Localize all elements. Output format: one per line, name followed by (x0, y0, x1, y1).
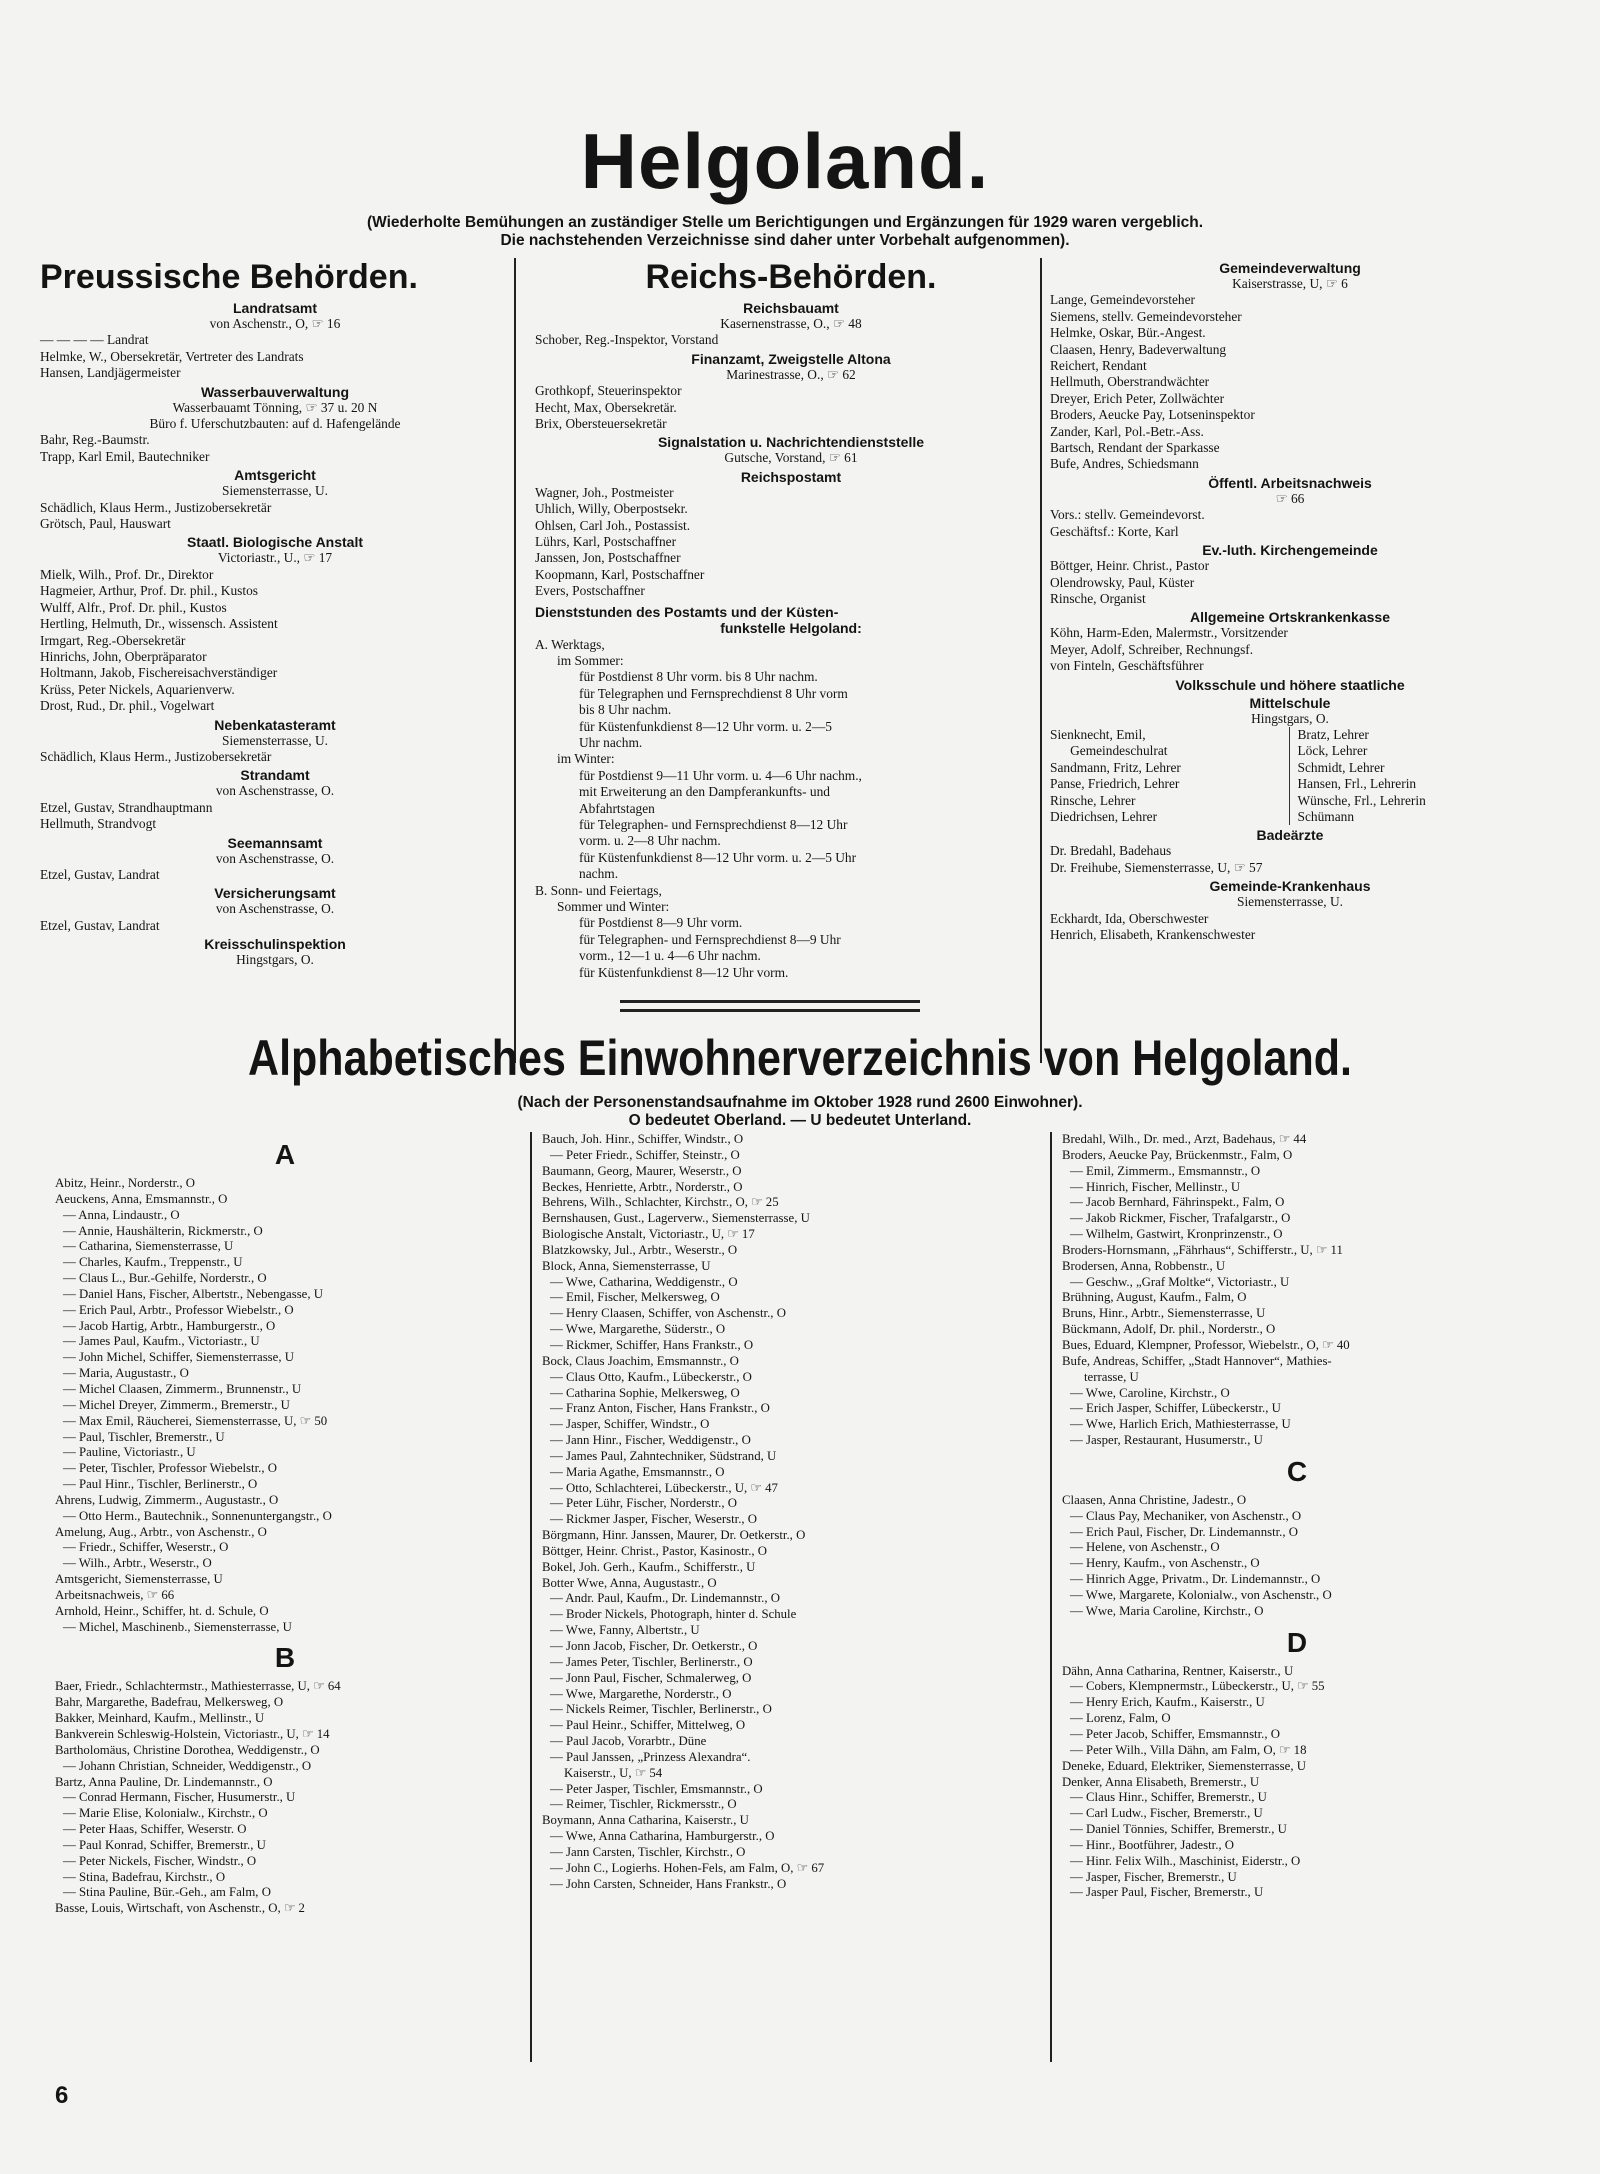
office-heading: Öffentl. Arbeitsnachweis (1208, 474, 1372, 491)
entry-line: Hertling, Helmuth, Dr., wissensch. Assistent (40, 616, 278, 632)
staff-entry: Gemeindeschulrat (1050, 743, 1168, 759)
resident-subentry: — Conrad Hermann, Fischer, Husumerstr., U (63, 1790, 296, 1805)
resident-subentry: — Emil, Fischer, Melkersweg, O (550, 1290, 720, 1305)
entry-line: mit Erweiterung an den Dampferankunfts- und (579, 784, 830, 800)
entry-line: Etzel, Gustav, Strandhauptmann (40, 799, 213, 815)
entry-line: Hellmuth, Strandvogt (40, 816, 157, 832)
resident-subentry: — Broder Nickels, Photograph, hinter d. Schule (550, 1607, 797, 1622)
entry-line: Bahr, Reg.-Baumstr. (40, 432, 150, 448)
entry-line: Siemens, stellv. Gemeindevorsteher (1050, 308, 1242, 324)
entry-line: für Küstenfunkdienst 8—12 Uhr vorm. (579, 964, 789, 980)
resident-entry: Arbeitsnachweis, ☞ 66 (55, 1587, 175, 1602)
register-subtitle-line-1: (Nach der Personenstandsaufnahme im Oktober 1928 rund 2600 Einwohner). (517, 1094, 1083, 1111)
office-heading: Reichsbauamt (743, 300, 839, 316)
resident-entry: Bruns, Hinr., Arbtr., Siemensterrasse, U (1062, 1306, 1266, 1321)
entry-line: Broders, Aeucke Pay, Lotseninspektor (1050, 407, 1255, 423)
entry-line: Schädlich, Klaus Herm., Justizobersekretär (40, 499, 272, 515)
office-heading: Gemeindeverwaltung (1219, 260, 1361, 276)
column-divider (1040, 258, 1042, 1063)
office-address: ☞ 66 (1275, 490, 1305, 506)
entry-line: Böttger, Heinr. Christ., Pastor (1050, 558, 1210, 574)
entry-line: Drost, Rud., Dr. phil., Vogelwart (40, 698, 215, 714)
entry-line: für Telegraphen- und Fernsprechdienst 8—9 Uhr (579, 931, 841, 947)
resident-entry: Abitz, Heinr., Norderstr., O (55, 1176, 196, 1190)
entry-line: Helmke, Oskar, Bür.-Angest. (1050, 325, 1206, 341)
resident-subentry: — Wwe, Margarethe, Norderstr., O (550, 1686, 732, 1701)
office-address: Hingstgars, O. (1251, 710, 1329, 726)
resident-subentry: — Erich Jasper, Schiffer, Lübeckerstr., U (1070, 1401, 1281, 1416)
resident-entry: Block, Anna, Siemensterrasse, U (542, 1258, 711, 1273)
entry-line: Wulff, Alfr., Prof. Dr. phil., Kustos (40, 599, 227, 615)
resident-subentry: — James Peter, Tischler, Berlinerstr., O (550, 1654, 753, 1669)
register-subtitle (0, 1094, 1600, 1130)
resident-subentry: — Charles, Kaufm., Treppenstr., U (63, 1255, 243, 1270)
entry-line: Rinsche, Organist (1050, 590, 1146, 606)
resident-subentry: — Michel Claasen, Zimmerm., Brunnenstr., U (63, 1381, 302, 1396)
office-address: Gutsche, Vorstand, ☞ 61 (724, 450, 858, 466)
note-line-2: Die nachstehenden Verzeichnisse sind daher unter Vorbehalt aufgenommen). (500, 232, 1070, 249)
office-heading: Nebenkatasteramt (214, 716, 336, 733)
resident-entry: Claasen, Anna Christine, Jadestr., O (1062, 1492, 1247, 1507)
resident-subentry: — Daniel Hans, Fischer, Albertstr., Nebengasse, U (63, 1286, 323, 1301)
prussian-authorities-heading: Preussische Behörden. (40, 258, 418, 296)
resident-subentry: — Henry Claasen, Schiffer, von Aschenstr., O (550, 1306, 786, 1321)
resident-subentry: — Wwe, Fanny, Albertstr., U (550, 1623, 700, 1638)
entry-line: Etzel, Gustav, Landrat (40, 917, 160, 933)
entry-line: Olendrowsky, Paul, Küster (1050, 574, 1195, 590)
entry-line: nachm. (579, 866, 619, 882)
resident-subentry: — Erich Paul, Arbtr., Professor Wiebelstr., O (63, 1302, 294, 1317)
resident-subentry: — Hinrich, Fischer, Mellinstr., U (1070, 1179, 1241, 1194)
entry-line: Janssen, Jon, Postschaffner (535, 550, 681, 566)
entry-line: für Postdienst 9—11 Uhr vorm. u. 4—6 Uhr nachm., (579, 767, 862, 783)
entry-line: von Finteln, Geschäftsführer (1050, 658, 1204, 674)
office-address: Siemensterrasse, U. (1237, 894, 1343, 910)
resident-subentry: — Wwe, Catharina, Weddigenstr., O (550, 1274, 738, 1289)
staff-entry: Sandmann, Fritz, Lehrer (1050, 759, 1181, 775)
entry-line: Lührs, Karl, Postschaffner (535, 534, 677, 550)
entry-line: Henrich, Elisabeth, Krankenschwester (1050, 927, 1256, 942)
resident-subentry: — Andr. Paul, Kaufm., Dr. Lindemannstr., O (550, 1591, 780, 1606)
entry-line: Etzel, Gustav, Landrat (40, 866, 160, 882)
office-address: Hingstgars, O. (236, 952, 314, 968)
column-divider (514, 258, 516, 1063)
resident-subentry: — Pauline, Victoriastr., U (63, 1445, 196, 1460)
resident-entry: Basse, Louis, Wirtschaft, von Aschenstr., O, ☞ 2 (55, 1901, 305, 1916)
resident-subentry: — Hinr. Felix Wilh., Maschinist, Eiderstr., O (1070, 1853, 1301, 1868)
office-address: Kasernenstrasse, O., ☞ 48 (720, 316, 862, 331)
entry-line: Trapp, Karl Emil, Bautechniker (40, 448, 210, 464)
staff-entry: Schümann (1297, 808, 1355, 824)
entry-line: Hecht, Max, Obersekretär. (535, 399, 677, 415)
resident-subentry: — Carl Ludw., Fischer, Bremerstr., U (1070, 1806, 1263, 1821)
resident-entry: Amelung, Aug., Arbtr., von Aschenstr., O (55, 1524, 267, 1539)
resident-subentry: — Geschw., „Graf Moltke“, Victoriastr., U (1070, 1274, 1290, 1289)
resident-subentry: — Otto Herm., Bautechnik., Sonnenuntergangstr., O (63, 1508, 332, 1523)
resident-subentry: — Paul Heinr., Schiffer, Mittelweg, O (550, 1718, 746, 1733)
office-address: Kaiserstrasse, U, ☞ 6 (1232, 276, 1348, 291)
resident-subentry: — Wwe, Anna Catharina, Hamburgerstr., O (550, 1829, 775, 1844)
resident-subentry: — Wwe, Margarethe, Süderstr., O (550, 1322, 726, 1337)
resident-subentry: — Jasper, Fischer, Bremerstr., U (1070, 1869, 1237, 1884)
resident-subentry: — Jasper, Restaurant, Husumerstr., U (1070, 1433, 1263, 1448)
entry-line: B. Sonn- und Feiertags, (535, 882, 662, 898)
office-heading: Kreisschulinspektion (204, 936, 346, 953)
resident-subentry: — Claus Pay, Mechaniker, von Aschenstr., O (1070, 1508, 1302, 1523)
office-address: von Aschenstrasse, O. (215, 901, 335, 917)
page-title: Helgoland. (580, 117, 990, 205)
resident-subentry: — Wwe, Margarete, Kolonialw., von Aschenstr., O (1070, 1587, 1332, 1602)
resident-entry: Bredahl, Wilh., Dr. med., Arzt, Badehaus, ☞ 44 (1062, 1132, 1307, 1146)
resident-entry: Denker, Anna Elisabeth, Bremerstr., U (1062, 1774, 1260, 1789)
resident-subentry: — Hinrich Agge, Privatm., Dr. Lindemannstr., O (1070, 1572, 1321, 1587)
resident-entry-continuation: terrasse, U (1084, 1369, 1139, 1384)
staff-entry: Panse, Friedrich, Lehrer (1050, 776, 1180, 792)
entry-line: Abfahrtstagen (579, 800, 655, 816)
resident-subentry: — Peter Wilh., Villa Dähn, am Falm, O, ☞ 18 (1070, 1742, 1307, 1757)
entry-line: Hinrichs, John, Oberpräparator (40, 648, 207, 664)
resident-entry: Biologische Anstalt, Victoriastr., U, ☞ 17 (542, 1227, 755, 1242)
office-heading: Allgemeine Ortskrankenkasse (1190, 609, 1390, 626)
entry-line: A. Werktags, (535, 636, 605, 652)
resident-subentry: — Otto, Schlachterei, Lübeckerstr., U, ☞ 47 (550, 1480, 778, 1495)
authorities-section (40, 258, 1530, 1068)
office-heading: Seemannsamt (227, 834, 323, 851)
letter-heading: B (274, 1642, 296, 1674)
resident-subentry: — Peter Jasper, Tischler, Emsmannstr., O (550, 1781, 763, 1796)
note-line-1: (Wiederholte Bemühungen an zuständiger Stelle um Berichtigungen und Ergänzungen für 1929 waren vergeblich. (366, 214, 1204, 231)
entry-line: Dreyer, Erich Peter, Zollwächter (1050, 390, 1225, 406)
office-address: von Aschenstrasse, O. (215, 850, 335, 866)
prussian-authorities-column (40, 258, 510, 969)
entry-line: Helmke, W., Obersekretär, Vertreter des Landrats (40, 348, 304, 364)
entry-line: für Postdienst 8 Uhr vorm. bis 8 Uhr nachm. (579, 669, 818, 685)
resident-entry: Bernshausen, Gust., Lagerverw., Siemensterrasse, U (542, 1211, 810, 1226)
resident-subentry: — Paul Jacob, Vorarbtr., Düne (550, 1734, 707, 1749)
resident-subentry: — Nickels Reimer, Tischler, Berlinerstr., O (550, 1702, 772, 1717)
resident-subentry: — Jasper Paul, Fischer, Bremerstr., U (1070, 1885, 1264, 1900)
staff-entry: Hansen, Frl., Lehrerin (1297, 776, 1417, 792)
entry-line: Hansen, Landjägermeister (40, 365, 181, 381)
entry-line: für Küstenfunkdienst 8—12 Uhr vorm. u. 2—5 (579, 718, 832, 734)
resident-subentry: — Paul Konrad, Schiffer, Bremerstr., U (63, 1837, 266, 1852)
resident-subentry: — Wilh., Arbtr., Weserstr., O (63, 1556, 212, 1571)
entry-line: Krüss, Peter Nickels, Aquarienverw. (40, 681, 235, 697)
entry-line: Eckhardt, Ida, Oberschwester (1050, 910, 1209, 926)
staff-entry: Bratz, Lehrer (1297, 726, 1369, 742)
resident-entry: Bankverein Schleswig-Holstein, Victoriastr., U, ☞ 14 (55, 1727, 330, 1741)
resident-entry: Bartz, Anna Pauline, Dr. Lindemannstr., O (55, 1774, 273, 1789)
resident-entry: Blatzkowsky, Jul., Arbtr., Weserstr., O (542, 1242, 738, 1257)
resident-subentry: — John Michel, Schiffer, Siemensterrasse, U (63, 1350, 294, 1365)
resident-subentry: — James Paul, Zahntechniker, Südstrand, U (550, 1448, 777, 1463)
resident-entry: Baer, Friedr., Schlachtermstr., Mathiesterrasse, U, ☞ 64 (55, 1679, 341, 1694)
office-heading: Signalstation u. Nachrichtendienststelle (657, 434, 925, 451)
resident-subentry: — Anna, Lindaustr., O (63, 1207, 180, 1222)
resident-subentry: — Max Emil, Räucherei, Siemensterrasse, U, ☞ 50 (63, 1413, 328, 1428)
resident-subentry: — Paul Hinr., Tischler, Berlinerstr., O (63, 1477, 258, 1492)
resident-entry: Böttger, Heinr. Christ., Pastor, Kasinostr., O (542, 1543, 768, 1558)
resident-subentry: — Stina Pauline, Bür.-Geh., am Falm, O (63, 1885, 271, 1900)
resident-entry-continuation: Kaiserstr., U, ☞ 54 (564, 1765, 663, 1780)
resident-subentry: — Peter Jacob, Schiffer, Emsmannstr., O (1070, 1727, 1281, 1741)
resident-subentry: — Michel, Maschinenb., Siemensterrasse, U (63, 1619, 292, 1634)
resident-subentry: — Peter Haas, Schiffer, Weserstr. O (63, 1822, 247, 1837)
register-title: Alphabetisches Einwohnerverzeichnis von Helgoland. (248, 1030, 1352, 1086)
resident-subentry: — Peter Nickels, Fischer, Windstr., O (63, 1853, 257, 1868)
office-heading: Badeärzte (1256, 827, 1324, 844)
office-heading: Staatl. Biologische Anstalt (186, 534, 364, 551)
resident-entry: Broders-Hornsmann, „Fährhaus“, Schifferstr., U, ☞ 11 (1062, 1242, 1343, 1257)
resident-subentry: — James Paul, Kaufm., Victoriastr., U (63, 1334, 260, 1349)
entry-line: bis 8 Uhr nachm. (579, 702, 672, 718)
resident-entry: Bokel, Joh. Gerh., Kaufm., Schifferstr., U (542, 1559, 756, 1574)
entry-line: Wagner, Joh., Postmeister (535, 484, 674, 500)
resident-entry: Broders, Aeucke Pay, Brückenmstr., Falm, O (1062, 1147, 1293, 1162)
entry-line: Holtmann, Jakob, Fischereisachverständiger (40, 665, 278, 681)
school-staff-list (1050, 727, 1530, 825)
resident-subentry: — Rickmer Jasper, Fischer, Weserstr., O (550, 1512, 758, 1527)
resident-subentry: — Daniel Tönnies, Schiffer, Bremerstr., U (1070, 1822, 1287, 1837)
letter-heading: A (274, 1139, 296, 1170)
resident-subentry: — Jann Hinr., Fischer, Weddigenstr., O (550, 1433, 751, 1448)
resident-subentry: — Helene, von Aschenstr., O (1070, 1540, 1220, 1555)
entry-line: für Postdienst 8—9 Uhr vorm. (579, 915, 743, 931)
office-heading: Wasserbauverwaltung (200, 383, 350, 400)
resident-subentry: — Catharina, Siemensterrasse, U (63, 1239, 234, 1254)
resident-subentry: — Hinr., Bootführer, Jadestr., O (1070, 1837, 1235, 1852)
resident-subentry: — Henry Erich, Kaufm., Kaiserstr., U (1070, 1695, 1265, 1710)
resident-subentry: — Lorenz, Falm, O (1070, 1711, 1171, 1726)
resident-entry: Bakker, Meinhard, Kaufm., Mellinstr., U (55, 1711, 265, 1726)
office-address: Siemensterrasse, U. (222, 732, 328, 748)
resident-subentry: — Jacob Hartig, Arbtr., Hamburgerstr., O (63, 1318, 276, 1333)
staff-entry: Diedrichsen, Lehrer (1050, 808, 1158, 824)
staff-entry: Löck, Lehrer (1297, 743, 1368, 759)
resident-entry: Amtsgericht, Siemensterrasse, U (55, 1572, 223, 1587)
resident-entry: Brühning, August, Kaufm., Falm, O (1062, 1290, 1247, 1305)
resident-subentry: — Cobers, Klempnermstr., Lübeckerstr., U, ☞ 55 (1070, 1679, 1325, 1694)
resident-subentry: — Paul Janssen, „Prinzess Alexandra“. (550, 1749, 751, 1764)
resident-subentry: — John Carsten, Schneider, Hans Frankstr., O (550, 1876, 787, 1891)
entry-line: für Telegraphen- und Fernsprechdienst 8—12 Uhr (579, 816, 848, 832)
entry-line: Dr. Bredahl, Badehaus (1050, 843, 1172, 859)
resident-subentry: — Peter Friedr., Schiffer, Steinstr., O (550, 1147, 740, 1162)
register-column-3 (1050, 1132, 1532, 2062)
entry-line: Köhn, Harm-Eden, Malermstr., Vorsitzender (1050, 625, 1288, 641)
resident-subentry: — Peter, Tischler, Professor Wiebelstr., O (63, 1461, 277, 1476)
entry-line: vorm. u. 2—8 Uhr nachm. (579, 833, 721, 849)
resident-entry: Arnhold, Heinr., Schiffer, ht. d. Schule, O (55, 1603, 269, 1618)
office-heading: Landratsamt (232, 300, 318, 316)
entry-line: Brix, Obersteuersekretär (535, 416, 667, 432)
entry-line: Zander, Karl, Pol.-Betr.-Ass. (1050, 423, 1204, 439)
staff-entry: Rinsche, Lehrer (1050, 792, 1136, 808)
hours-heading: Dienststunden des Postamts und der Küsten- (535, 603, 839, 620)
resident-entry: Aeuckens, Anna, Emsmannstr., O (55, 1191, 228, 1206)
resident-entry: Botter Wwe, Anna, Augustastr., O (542, 1575, 717, 1590)
resident-entry: Bahr, Margarethe, Badefrau, Melkersweg, O (55, 1695, 284, 1710)
resident-entry: Behrens, Wilh., Schlachter, Kirchstr., O, ☞ 25 (542, 1195, 779, 1210)
resident-subentry: — Jacob Bernhard, Fährinspekt., Falm, O (1070, 1195, 1285, 1210)
page-number: 6 (55, 2082, 69, 2109)
resident-entry: Bauch, Joh. Hinr., Schiffer, Windstr., O (542, 1132, 744, 1146)
entry-line: Bartsch, Rendant der Sparkasse (1050, 440, 1220, 456)
entry-line: Grothkopf, Steuerinspektor (535, 383, 682, 399)
resident-subentry: — Maria Agathe, Emsmannstr., O (550, 1464, 725, 1479)
resident-subentry: — Claus Otto, Kaufm., Lübeckerstr., O (550, 1369, 752, 1384)
reich-authorities-heading: Reichs-Behörden. (645, 258, 937, 296)
resident-entry: Dähn, Anna Catharina, Rentner, Kaiserstr., U (1062, 1663, 1294, 1678)
entry-line: Vors.: stellv. Gemeindevorst. (1050, 507, 1205, 523)
entry-line: Reichert, Rendant (1050, 358, 1147, 374)
entry-line: Lange, Gemeindevorsteher (1050, 292, 1196, 308)
resident-entry: Bufe, Andreas, Schiffer, „Stadt Hannover“, Mathies- (1062, 1353, 1332, 1368)
entry-line: Meyer, Adolf, Schreiber, Rechnungsf. (1050, 641, 1254, 657)
staff-entry: Sienknecht, Emil, (1050, 726, 1146, 742)
resident-subentry: — Annie, Haushälterin, Rickmerstr., O (63, 1223, 263, 1238)
resident-entry: Deneke, Eduard, Elektriker, Siemensterrasse, U (1062, 1758, 1306, 1773)
resident-subentry: — Emil, Zimmerm., Emsmannstr., O (1070, 1163, 1261, 1178)
entry-line: Evers, Postschaffner (535, 583, 645, 599)
resident-subentry: — Jonn Paul, Fischer, Schmalerweg, O (550, 1670, 752, 1685)
resident-entry: Bues, Eduard, Klempner, Professor, Wiebelstr., O, ☞ 40 (1062, 1337, 1350, 1352)
entry-line: Hagmeier, Arthur, Prof. Dr. phil., Kustos (40, 583, 258, 599)
office-heading: Gemeinde-Krankenhaus (1209, 878, 1371, 895)
entry-line: Uhlich, Willy, Oberpostsekr. (535, 501, 688, 517)
resident-subentry: — Wwe, Harlich Erich, Mathiesterrasse, U (1070, 1417, 1291, 1432)
resident-subentry: — Jann Carsten, Tischler, Kirchstr., O (550, 1844, 746, 1859)
entry-line: Dr. Freihube, Siemensterrasse, U, ☞ 57 (1050, 859, 1263, 875)
office-address: von Aschenstrasse, O. (215, 783, 335, 799)
resident-subentry: — Paul, Tischler, Bremerstr., U (63, 1429, 225, 1444)
office-heading: Finanzamt, Zweigstelle Altona (691, 350, 891, 367)
office-heading: Mittelschule (1249, 694, 1331, 711)
entry-line: Geschäftsf.: Korte, Karl (1050, 523, 1179, 539)
office-address: Marinestrasse, O., ☞ 62 (726, 366, 856, 382)
register-column-2 (530, 1132, 1042, 2062)
resident-subentry: — Wwe, Caroline, Kirchstr., O (1070, 1385, 1230, 1400)
resident-subentry: — Stina, Badefrau, Kirchstr., O (63, 1869, 226, 1884)
resident-subentry: — Reimer, Tischler, Rickmersstr., O (550, 1797, 737, 1812)
entry-line: im Sommer: (557, 652, 624, 668)
hours-heading: funkstelle Helgoland: (720, 620, 862, 637)
resident-subentry: — Maria, Augustastr., O (63, 1366, 189, 1381)
section-divider (620, 1000, 920, 1012)
resident-entry: Ahrens, Ludwig, Zimmerm., Augustastr., O (55, 1492, 279, 1507)
office-heading: Versicherungsamt (214, 885, 336, 902)
register-column-1 (55, 1132, 515, 1917)
letter-heading: C (1286, 1455, 1308, 1487)
office-heading: Reichspostamt (740, 468, 842, 485)
office-address: von Aschenstr., O, ☞ 16 (209, 316, 341, 331)
entry-line: Hellmuth, Oberstrandwächter (1050, 374, 1210, 390)
reich-authorities-column (525, 258, 1047, 1063)
entry-line: für Küstenfunkdienst 8—12 Uhr vorm. u. 2—5 Uhr (579, 849, 857, 865)
entry-line: Schädlich, Klaus Herm., Justizobersekretär (40, 748, 272, 764)
resident-subentry: — Catharina Sophie, Melkersweg, O (550, 1385, 740, 1400)
resident-subentry: — Michel Dreyer, Zimmerm., Bremerstr., U (63, 1397, 290, 1412)
resident-entry: Bock, Claus Joachim, Emsmannstr., O (542, 1353, 739, 1368)
resident-entry: Baumann, Georg, Maurer, Weserstr., O (542, 1163, 742, 1178)
resident-subentry: — Jasper, Schiffer, Windstr., O (550, 1417, 710, 1432)
resident-subentry: — Rickmer, Schiffer, Hans Frankstr., O (550, 1337, 754, 1352)
entry-line: Koopmann, Karl, Postschaffner (535, 566, 705, 582)
entry-line: — — — — Landrat (40, 332, 149, 348)
resident-subentry: — Jonn Jacob, Fischer, Dr. Oetkerstr., O (550, 1639, 758, 1653)
resident-subentry: — John C., Logierhs. Hohen-Fels, am Falm, O, ☞ 67 (550, 1860, 825, 1875)
resident-subentry: — Jakob Rickmer, Fischer, Trafalgarstr., O (1070, 1211, 1291, 1226)
entry-line: Claasen, Henry, Badeverwaltung (1050, 341, 1227, 357)
staff-entry: Wünsche, Frl., Lehrerin (1297, 792, 1426, 808)
resident-subentry: — Claus Hinr., Schiffer, Bremerstr., U (1070, 1790, 1267, 1805)
office-address: Siemensterrasse, U. (222, 483, 328, 499)
resident-entry: Boymann, Anna Catharina, Kaiserstr., U (542, 1813, 749, 1828)
municipal-column (1050, 258, 1530, 943)
office-address: Wasserbauamt Tönning, ☞ 37 u. 20 N (172, 399, 378, 415)
resident-subentry: — Claus L., Bur.-Gehilfe, Norderstr., O (63, 1271, 267, 1286)
resident-subentry: — Wwe, Maria Caroline, Kirchstr., O (1070, 1603, 1264, 1618)
entry-line: Irmgart, Reg.-Obersekretär (40, 632, 186, 648)
entry-line: Grötsch, Paul, Hauswart (40, 516, 171, 532)
resident-entry: Börgmann, Hinr. Janssen, Maurer, Dr. Oetkerstr., O (542, 1528, 806, 1543)
office-heading: Strandamt (240, 767, 310, 784)
register-subtitle-line-2: O bedeutet Oberland. — U bedeutet Unterland. (628, 1112, 972, 1129)
resident-subentry: — Johann Christian, Schneider, Weddigenstr., O (63, 1758, 312, 1773)
resident-subentry: — Erich Paul, Fischer, Dr. Lindemannstr., O (1070, 1524, 1299, 1539)
resident-subentry: — Marie Elise, Kolonialw., Kirchstr., O (63, 1806, 268, 1821)
office-heading: Ev.-luth. Kirchengemeinde (1202, 542, 1378, 559)
resident-entry: Brodersen, Anna, Robbenstr., U (1062, 1258, 1226, 1273)
entry-line: im Winter: (557, 751, 615, 767)
office-address: Büro f. Uferschutzbauten: auf d. Hafengelände (149, 416, 401, 432)
resident-entry: Beckes, Henriette, Arbtr., Norderstr., O (542, 1179, 743, 1194)
entry-line: Schober, Reg.-Inspektor, Vorstand (535, 332, 719, 348)
resident-subentry: — Friedr., Schiffer, Weserstr., O (63, 1540, 229, 1555)
resident-subentry: — Henry, Kaufm., von Aschenstr., O (1070, 1556, 1260, 1571)
staff-entry: Schmidt, Lehrer (1297, 759, 1385, 775)
entry-line: für Telegraphen und Fernsprechdienst 8 Uhr vorm (579, 685, 848, 701)
entry-line: Bufe, Andres, Schiedsmann (1050, 456, 1199, 472)
resident-subentry: — Franz Anton, Fischer, Hans Frankstr., O (550, 1401, 770, 1416)
office-heading: Amtsgericht (234, 467, 316, 484)
entry-line: Uhr nachm. (579, 734, 643, 750)
resident-entry: Bartholomäus, Christine Dorothea, Weddigenstr., O (55, 1742, 320, 1757)
entry-line: Sommer und Winter: (557, 899, 670, 914)
resident-subentry: — Wilhelm, Gastwirt, Kronprinzenstr., O (1070, 1227, 1283, 1242)
entry-line: vorm., 12—1 u. 4—6 Uhr nachm. (579, 948, 761, 964)
letter-heading: D (1286, 1626, 1308, 1658)
office-address: Victoriastr., U., ☞ 17 (217, 550, 333, 566)
entry-line: Ohlsen, Carl Joh., Postassist. (535, 517, 691, 533)
office-heading: Volksschule und höhere staatliche (1175, 676, 1405, 693)
entry-line: Mielk, Wilh., Prof. Dr., Direktor (40, 566, 214, 582)
resident-entry: Bückmann, Adolf, Dr. phil., Norderstr., O (1062, 1322, 1276, 1337)
resident-subentry: — Peter Lühr, Fischer, Norderstr., O (550, 1496, 737, 1511)
